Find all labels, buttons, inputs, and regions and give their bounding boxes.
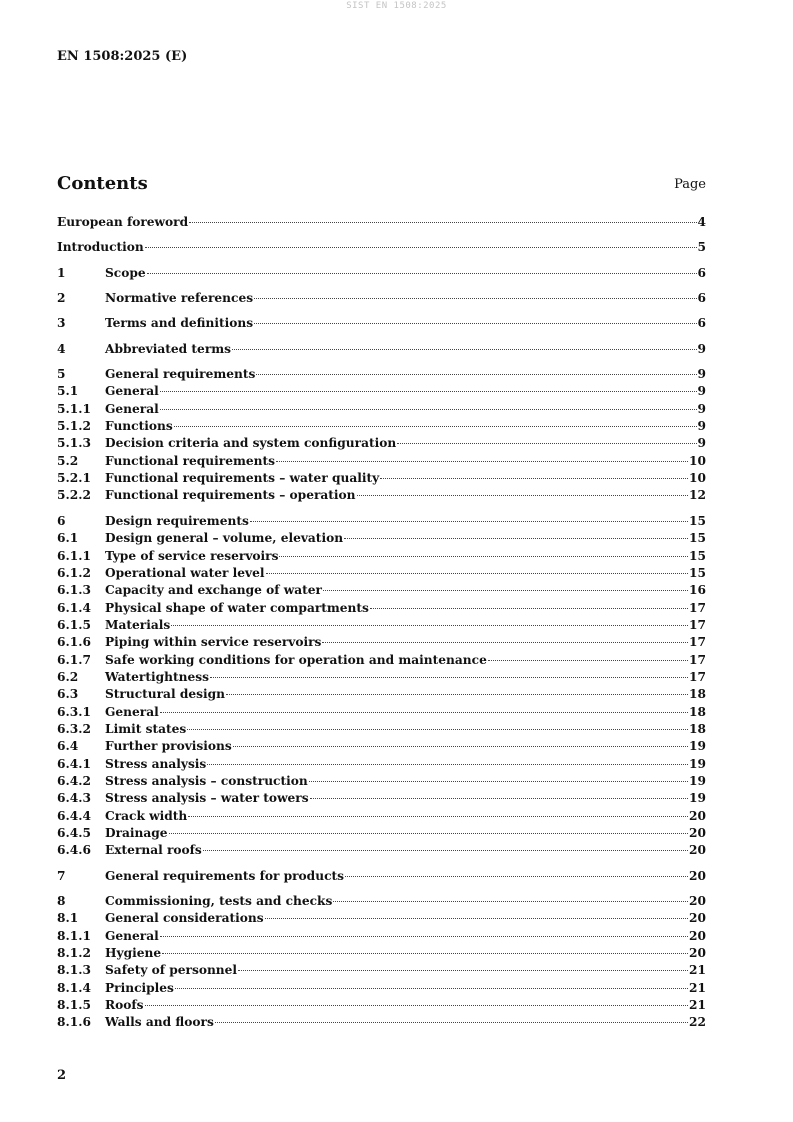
toc-entry-number: 6.1.4	[57, 600, 91, 615]
toc-entry-leader	[187, 729, 688, 730]
toc-entry-page: 9	[697, 436, 706, 451]
toc-entry-page: 9	[697, 341, 706, 356]
toc-entry-leader	[207, 764, 688, 765]
toc-entry-number: 6.1.3	[57, 583, 91, 598]
toc-entry[interactable]	[57, 367, 706, 384]
toc-entry-leader	[345, 876, 688, 877]
toc-entry-page: 20	[689, 946, 706, 961]
toc-entry-title: Commissioning, tests and checks	[105, 894, 333, 909]
toc-entry-number: 5.2.2	[57, 488, 91, 503]
toc-entry-page: 15	[689, 531, 706, 546]
toc-entry-page: 19	[689, 791, 706, 806]
toc-entry-title: Design general – volume, elevation	[105, 531, 344, 546]
toc-entry-page: 9	[697, 384, 706, 399]
toc-entry[interactable]	[57, 843, 706, 860]
toc-entry-title: Capacity and exchange of water	[105, 583, 322, 598]
toc-entry-leader	[265, 918, 688, 919]
toc-entry-number: 6.1.6	[57, 635, 91, 650]
toc-entry-page: 9	[697, 419, 706, 434]
toc-entry-title: General	[105, 401, 159, 416]
toc-entry[interactable]	[57, 687, 706, 704]
toc-entry-title: Abbreviated terms	[105, 341, 231, 356]
toc-entry-page: 15	[689, 565, 706, 580]
toc-entry-leader	[160, 936, 688, 937]
toc-entry-page: 6	[697, 316, 706, 331]
toc-entry-number: 6.4.4	[57, 808, 91, 823]
toc-entry-number: 5	[57, 367, 66, 382]
toc-entry[interactable]	[57, 384, 706, 401]
toc-entry[interactable]	[57, 1015, 706, 1032]
toc-entry[interactable]	[57, 316, 706, 333]
toc-entry-title: Drainage	[105, 826, 168, 840]
toc-entry-number: 5.1.1	[57, 401, 91, 416]
toc-entry[interactable]	[57, 929, 706, 946]
toc-entry-number: 6.1.1	[57, 548, 91, 563]
toc-entry[interactable]	[57, 342, 706, 359]
toc-entry[interactable]	[57, 488, 706, 505]
toc-entry-title: General requirements for products	[105, 868, 344, 883]
toc-entry-number: 8	[57, 894, 66, 909]
toc-entry-title: Functional requirements – water quality	[105, 471, 380, 486]
toc-entry-leader	[344, 538, 688, 539]
toc-entry-page: 15	[689, 513, 706, 528]
toc-entry[interactable]	[57, 739, 706, 756]
toc-entry-leader	[210, 677, 688, 678]
toc-entry-page: 9	[697, 401, 706, 416]
toc-entry-page: 9	[697, 367, 706, 382]
toc-entry[interactable]	[57, 670, 706, 687]
toc-entry-page: 20	[689, 868, 706, 883]
toc-entry-title: Hygiene	[105, 946, 162, 961]
toc-entry[interactable]	[57, 774, 706, 791]
toc-entry[interactable]	[57, 618, 706, 635]
toc-entry-leader	[147, 273, 697, 274]
toc-entry[interactable]	[57, 894, 706, 911]
toc-entry-number: 8.1.4	[57, 980, 91, 995]
toc-entry[interactable]	[57, 705, 706, 722]
toc-entry-leader	[188, 816, 688, 817]
toc-entry-page: 4	[697, 215, 706, 229]
toc-entry-leader	[357, 495, 689, 496]
toc-entry-number: 7	[57, 868, 66, 883]
toc-entry[interactable]	[57, 757, 706, 774]
toc-entry-page: 21	[689, 980, 706, 995]
toc-entry-title: Introduction	[57, 240, 144, 255]
toc-entry-number: 5.1	[57, 384, 79, 399]
toc-entry-number: 6.4	[57, 739, 79, 754]
toc-entry-leader	[276, 461, 688, 462]
toc-entry-title: Principles	[105, 980, 174, 995]
watermark: SIST EN 1508:2025	[346, 1, 447, 11]
toc-entry[interactable]	[57, 531, 706, 548]
toc-entry-number: 6.3.2	[57, 721, 91, 736]
toc-entry-leader	[488, 660, 688, 661]
toc-entry-title: Operational water level	[105, 565, 265, 580]
toc-entry-number: 6.3	[57, 687, 79, 702]
toc-entry-title: General	[105, 384, 159, 399]
toc-entry-title: General	[105, 704, 159, 719]
toc-entry-title: Roofs	[105, 998, 144, 1013]
toc-entry-page: 12	[689, 488, 706, 503]
toc-entry-leader	[370, 608, 688, 609]
toc-entry-page: 6	[697, 291, 706, 306]
toc-entry-title: General	[105, 928, 159, 943]
toc-entry-page: 10	[689, 453, 706, 468]
toc-entry-leader	[160, 391, 697, 392]
toc-entry[interactable]	[57, 946, 706, 963]
toc-entry[interactable]	[57, 419, 706, 436]
toc-entry-leader	[250, 521, 688, 522]
toc-entry-number: 6.4.3	[57, 791, 91, 806]
toc-entry-number: 3	[57, 316, 66, 331]
toc-entry[interactable]	[57, 869, 706, 886]
toc-entry-page: 17	[689, 617, 706, 632]
toc-entry-leader	[174, 426, 697, 427]
toc-entry[interactable]	[57, 653, 706, 670]
toc-entry-title: Functional requirements – operation	[105, 488, 356, 503]
toc-entry-page: 22	[689, 1015, 706, 1030]
toc-entry[interactable]	[57, 240, 706, 257]
toc-entry-title: Safe working conditions for operation and maintenance	[105, 652, 487, 667]
toc-entry[interactable]	[57, 998, 706, 1015]
toc-entry[interactable]	[57, 402, 706, 419]
toc-entry-title: Stress analysis – construction	[105, 773, 308, 788]
toc-entry[interactable]	[57, 549, 706, 566]
toc-entry-number: 8.1.1	[57, 928, 91, 943]
toc-entry[interactable]	[57, 635, 706, 652]
page-column-label: Page	[674, 177, 706, 192]
toc-entry-title: Design requirements	[105, 513, 249, 528]
toc-entry-page: 20	[689, 843, 706, 858]
toc-entry-number: 6.4.5	[57, 826, 91, 840]
toc-entry-leader	[256, 374, 696, 375]
toc-entry-page: 19	[689, 756, 706, 771]
toc-entry-title: Safety of personnel	[105, 963, 238, 978]
toc-entry-title: Functions	[105, 419, 173, 434]
toc-entry-title: General considerations	[105, 911, 264, 926]
toc-entry-title: Piping within service reservoirs	[105, 635, 322, 650]
toc-entry-page: 20	[689, 911, 706, 926]
toc-entry-page: 18	[689, 687, 706, 702]
toc-entry-number: 6.1.7	[57, 652, 91, 667]
toc-entry-leader	[145, 247, 697, 248]
toc-entry-number: 5.1.2	[57, 419, 91, 434]
toc-entry[interactable]	[57, 215, 706, 232]
toc-entry-title: Stress analysis – water towers	[105, 791, 309, 806]
toc-entry-number: 8.1.6	[57, 1015, 91, 1030]
toc-entry[interactable]	[57, 436, 706, 453]
toc-entry-title: Further provisions	[105, 739, 232, 754]
toc-entry-number: 6.3.1	[57, 704, 91, 719]
toc-entry-leader	[175, 988, 688, 989]
toc-entry-leader	[189, 222, 696, 223]
toc-entry-leader	[160, 409, 697, 410]
toc-entry-title: Normative references	[105, 291, 254, 306]
toc-entry-leader	[266, 573, 689, 574]
toc-entry[interactable]	[57, 266, 706, 283]
toc-entry-page: 17	[689, 669, 706, 684]
toc-entry-title: Functional requirements	[105, 453, 275, 468]
toc-entry-number: 4	[57, 341, 66, 356]
toc-entry[interactable]	[57, 911, 706, 928]
toc-entry-page: 21	[689, 963, 706, 978]
toc-entry-page: 19	[689, 739, 706, 754]
toc-entry[interactable]	[57, 601, 706, 618]
toc-entry[interactable]	[57, 963, 706, 980]
toc-entry[interactable]	[57, 471, 706, 488]
toc-entry-number: 8.1	[57, 911, 79, 926]
toc-entry-number: 5.1.3	[57, 436, 91, 451]
toc-entry-leader	[226, 694, 688, 695]
toc-entry-number: 1	[57, 265, 66, 280]
toc-entry-title: Materials	[105, 617, 171, 632]
contents-title: Contents	[57, 173, 148, 194]
toc-entry-number: 5.2	[57, 453, 79, 468]
toc-entry-number: 6.4.6	[57, 843, 91, 858]
toc-entry-leader	[233, 746, 688, 747]
toc-entry-number: 6.1.5	[57, 617, 91, 632]
toc-entry-leader	[397, 443, 696, 444]
toc-entry-leader	[171, 625, 688, 626]
toc-entry-leader	[323, 590, 688, 591]
table-of-contents	[57, 215, 706, 1033]
document-id: EN 1508:2025 (E)	[57, 49, 188, 64]
toc-entry-page: 18	[689, 704, 706, 719]
toc-entry-title: General requirements	[105, 367, 256, 382]
toc-entry-page: 20	[689, 894, 706, 909]
toc-entry-title: European foreword	[57, 215, 189, 229]
toc-entry-page: 6	[697, 265, 706, 280]
toc-entry-leader	[322, 642, 688, 643]
page-number: 2	[57, 1068, 67, 1083]
toc-entry-page: 16	[689, 583, 706, 598]
toc-entry-title: Terms and definitions	[105, 316, 254, 331]
toc-entry[interactable]	[57, 722, 706, 739]
toc-entry-page: 20	[689, 808, 706, 823]
toc-entry-title: Walls and floors	[105, 1015, 214, 1030]
toc-entry-page: 20	[689, 928, 706, 943]
toc-entry[interactable]	[57, 566, 706, 583]
toc-entry-page: 15	[689, 548, 706, 563]
toc-entry[interactable]	[57, 791, 706, 808]
toc-entry-number: 8.1.5	[57, 998, 91, 1013]
toc-entry-page: 17	[689, 635, 706, 650]
toc-entry-page: 19	[689, 773, 706, 788]
toc-entry-number: 8.1.2	[57, 946, 91, 961]
toc-entry-title: Scope	[105, 265, 146, 280]
toc-entry-number: 6.1.2	[57, 565, 91, 580]
toc-entry-page: 10	[689, 471, 706, 486]
toc-entry-leader	[232, 349, 697, 350]
toc-entry-leader	[238, 970, 688, 971]
toc-entry-page: 20	[689, 826, 706, 840]
toc-entry[interactable]	[57, 583, 706, 600]
toc-entry-title: Physical shape of water compartments	[105, 600, 369, 615]
toc-entry-leader	[279, 556, 688, 557]
toc-entry-number: 6.1	[57, 531, 79, 546]
toc-entry-title: Decision criteria and system configuration	[105, 436, 397, 451]
toc-entry[interactable]	[57, 514, 706, 531]
toc-entry-title: External roofs	[105, 843, 202, 858]
toc-entry-title: Type of service reservoirs	[105, 548, 279, 563]
toc-entry[interactable]	[57, 826, 706, 843]
toc-entry-title: Stress analysis	[105, 756, 207, 771]
toc-entry[interactable]	[57, 454, 706, 471]
toc-entry-leader	[203, 850, 688, 851]
toc-entry-leader	[254, 323, 696, 324]
toc-entry-page: 17	[689, 600, 706, 615]
toc-entry-number: 2	[57, 291, 66, 306]
toc-entry-page: 18	[689, 721, 706, 736]
toc-entry-leader	[162, 953, 688, 954]
toc-entry-title: Crack width	[105, 808, 188, 823]
toc-entry-page: 21	[689, 998, 706, 1013]
toc-entry-page: 17	[689, 652, 706, 667]
toc-entry-leader	[310, 798, 688, 799]
toc-entry-leader	[215, 1022, 688, 1023]
toc-entry-leader	[145, 1005, 689, 1006]
toc-entry-leader	[169, 833, 688, 834]
toc-entry-leader	[160, 712, 688, 713]
toc-entry-number: 5.2.1	[57, 471, 91, 486]
toc-entry[interactable]	[57, 809, 706, 826]
toc-entry-number: 6	[57, 513, 66, 528]
toc-entry-number: 6.4.2	[57, 773, 91, 788]
toc-entry-number: 8.1.3	[57, 963, 91, 978]
toc-entry[interactable]	[57, 981, 706, 998]
toc-entry-title: Watertightness	[105, 669, 209, 684]
toc-entry-number: 6.2	[57, 669, 79, 684]
toc-entry-number: 6.4.1	[57, 756, 91, 771]
toc-entry-leader	[309, 781, 688, 782]
toc-entry-leader	[380, 478, 688, 479]
toc-entry-title: Structural design	[105, 687, 225, 702]
toc-entry[interactable]	[57, 291, 706, 308]
toc-entry-title: Limit states	[105, 721, 187, 736]
toc-entry-page: 5	[697, 240, 706, 255]
toc-entry-leader	[254, 298, 696, 299]
toc-entry-leader	[333, 901, 688, 902]
